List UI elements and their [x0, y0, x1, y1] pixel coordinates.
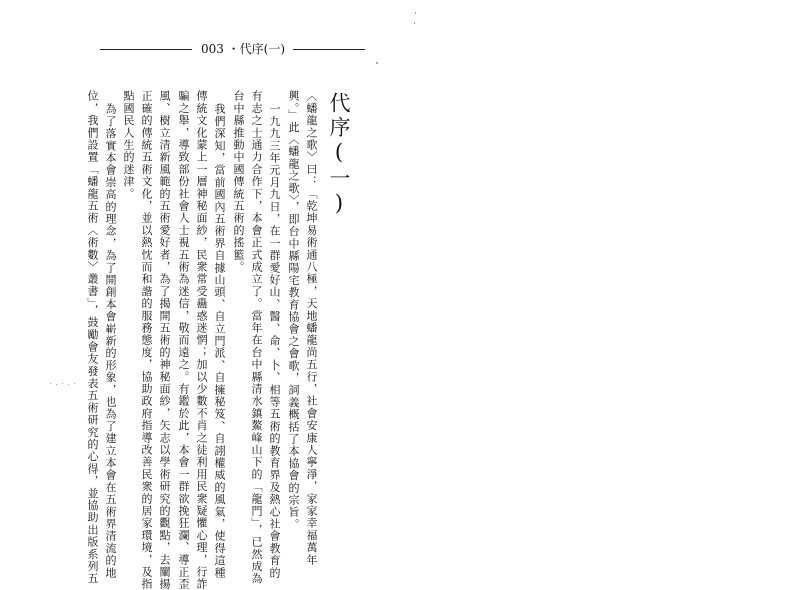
text-column-8: 騙之舉，導致部份社會人士視五術為迷信，敬而遠之。有鑑於此，本會一群欲挽狂瀾、導正歪 — [177, 90, 190, 590]
header-rule-left — [100, 49, 192, 50]
text-column-9: 風、樹立清新風範的五術愛好者，為了揭開五術的神秘面紗，矢志以學術研究的觀點，去闡揚 — [158, 90, 171, 590]
text-column-5: 台中縣推動中國傳統五術的搖籃。 — [232, 90, 245, 273]
text-column-2: 興。」此〈蟠龍之歌〉，即台中縣陽宅教育協會之會歌，詞義概括了本協會的宗旨。 — [287, 90, 300, 531]
scan-speck — [376, 62, 378, 64]
text-column-12: 為了落實本會崇高的理念，為了開創本會嶄新的形象，也為了建立本會在五術界清流的地 — [104, 103, 117, 579]
text-column-4: 有志之士通力合作下，本會正式成立了。當年在台中縣清水鎮鰲峰山下的「龍門」，已然成為 — [250, 90, 263, 585]
page-header: 003 ・代序(一) — [200, 42, 286, 56]
scan-speck — [68, 384, 69, 385]
text-column-3: 一九九三年元月九日，在一群愛好山、醫、命、卜、相等五術的教育界及熱心社會教育的 — [268, 103, 281, 579]
text-column-10: 正確的傳統五術文化，並以熱忱而和諧的服務態度，協助政府指導改善民衆的居家環境，及指 — [140, 90, 153, 590]
text-column-11: 點國民人生的迷津。 — [122, 90, 135, 200]
scan-speck — [56, 384, 57, 385]
text-column-13: 位，我們設置「蟠龍五術〈術數〉叢書」，鼓勵會友發表五術研究的心得，並協助出版系列五 — [86, 90, 99, 585]
text-column-1: 〈蟠龍之歌〉曰：「乾坤易術通八極，天地蟠龍尚五行，社會安康人寧淨，家家幸福萬年 — [305, 90, 318, 566]
scan-speck — [415, 12, 416, 14]
scan-speck — [62, 383, 63, 384]
section-title: 代序(一) — [327, 92, 351, 218]
text-column-7: 傳統文化蒙上一層神秘面紗，民衆常受蠱惑迷惘；加以少數不肖之徒利用民衆疑懼心理，行詐 — [195, 90, 208, 590]
header-rule-right — [293, 49, 365, 50]
scan-speck — [74, 383, 75, 384]
scan-speck — [50, 383, 51, 384]
text-column-6: 我們深知，當前國內五術界自據山頭、自立門派、自擁秘笈、自詡權威的風氣，使得這種 — [213, 103, 226, 579]
scan-speck — [414, 22, 415, 24]
